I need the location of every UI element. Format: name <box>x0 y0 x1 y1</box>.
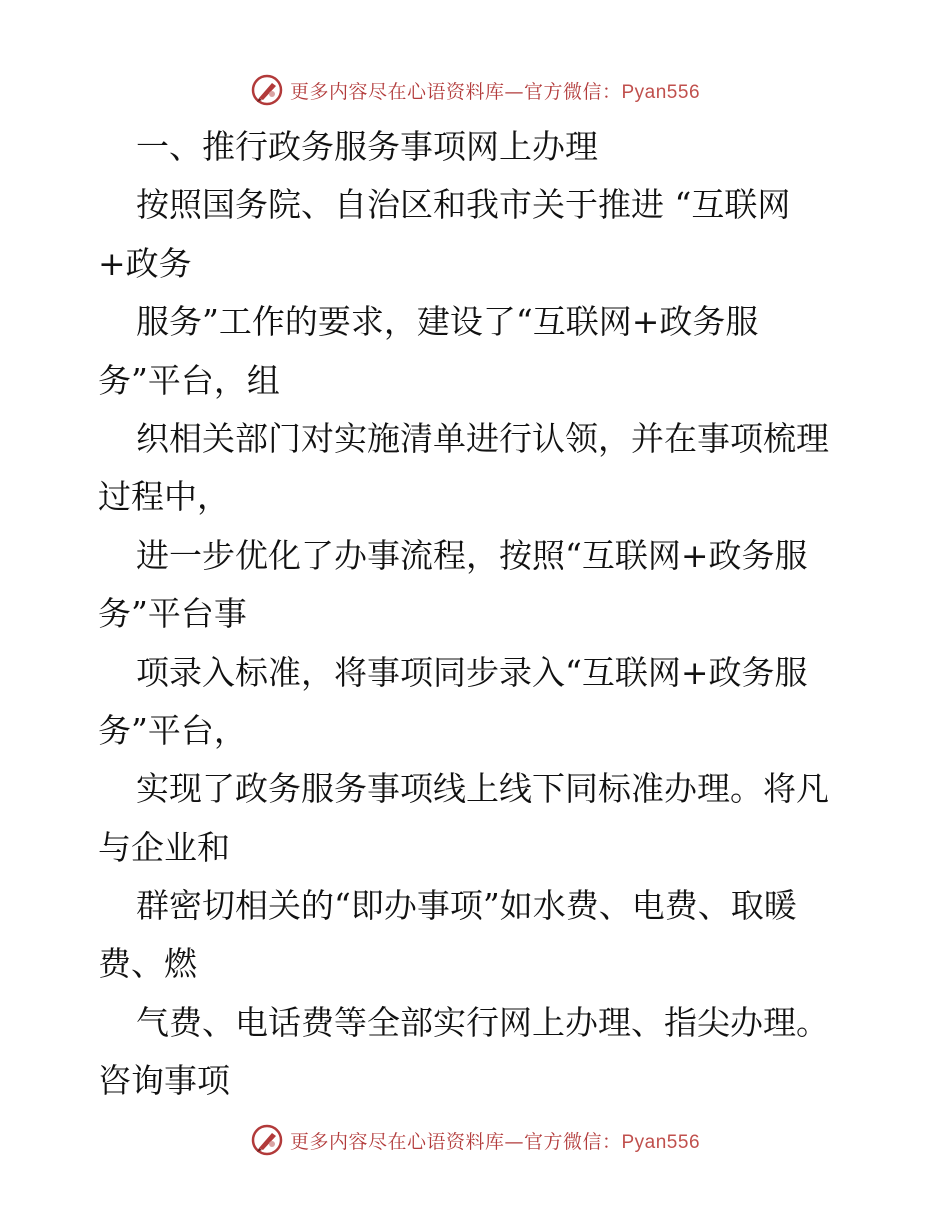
paragraph-line: 织相关部门对实施清单进行认领，并在事项梳理 <box>136 418 829 458</box>
paragraph-line: +政务 <box>98 243 192 283</box>
watermark-dash: — <box>504 80 524 103</box>
paragraph-line: 咨询事项 <box>98 1061 230 1101</box>
paragraph-line: 服务”工作的要求，建设了“互联网+政务服 <box>136 302 759 342</box>
paragraph-line: 进一步优化了办事流程，按照“互联网+政务服 <box>136 535 808 575</box>
watermark-dash: — <box>504 1130 524 1153</box>
paragraph-line: 项录入标准，将事项同步录入“互联网+政务服 <box>136 652 808 692</box>
paragraph-line: 与企业和 <box>98 827 230 867</box>
paragraph-line: 按照国务院、自治区和我市关于推进 “互联网 <box>136 185 791 225</box>
header-watermark <box>0 70 950 110</box>
watermark-text <box>290 77 700 104</box>
pen-logo-icon <box>250 73 284 107</box>
watermark-wechat-id: Pyan556 <box>621 1131 701 1153</box>
paragraph-line: 费、燃 <box>98 944 197 984</box>
paragraph-line: 群密切相关的“即办事项”如水费、电费、取暖 <box>136 886 797 926</box>
paragraph-line: 气费、电话费等全部实行网上办理、指尖办理。 <box>136 1002 829 1042</box>
footer-watermark <box>0 1120 950 1160</box>
pen-logo-icon <box>250 1123 284 1157</box>
paragraph-line: 务”平台事 <box>98 594 247 634</box>
paragraph-line: 务”平台，组 <box>98 360 280 400</box>
watermark-wechat-label: 官方微信： <box>523 80 622 103</box>
paragraph-line: 实现了政务服务事项线上线下同标准办理。将凡 <box>136 769 829 809</box>
watermark-wechat-id: Pyan556 <box>621 81 701 103</box>
watermark-text <box>290 1127 700 1154</box>
watermark-main: 更多内容尽在心语资料库 <box>289 1130 505 1153</box>
watermark-wechat-label: 官方微信： <box>523 1130 622 1153</box>
watermark-main: 更多内容尽在心语资料库 <box>289 80 505 103</box>
document-body <box>98 118 858 1111</box>
paragraph-line: 过程中， <box>98 477 230 517</box>
section-heading: 一、推行政务服务事项网上办理 <box>136 127 598 166</box>
paragraph-line: 务”平台， <box>98 710 247 750</box>
